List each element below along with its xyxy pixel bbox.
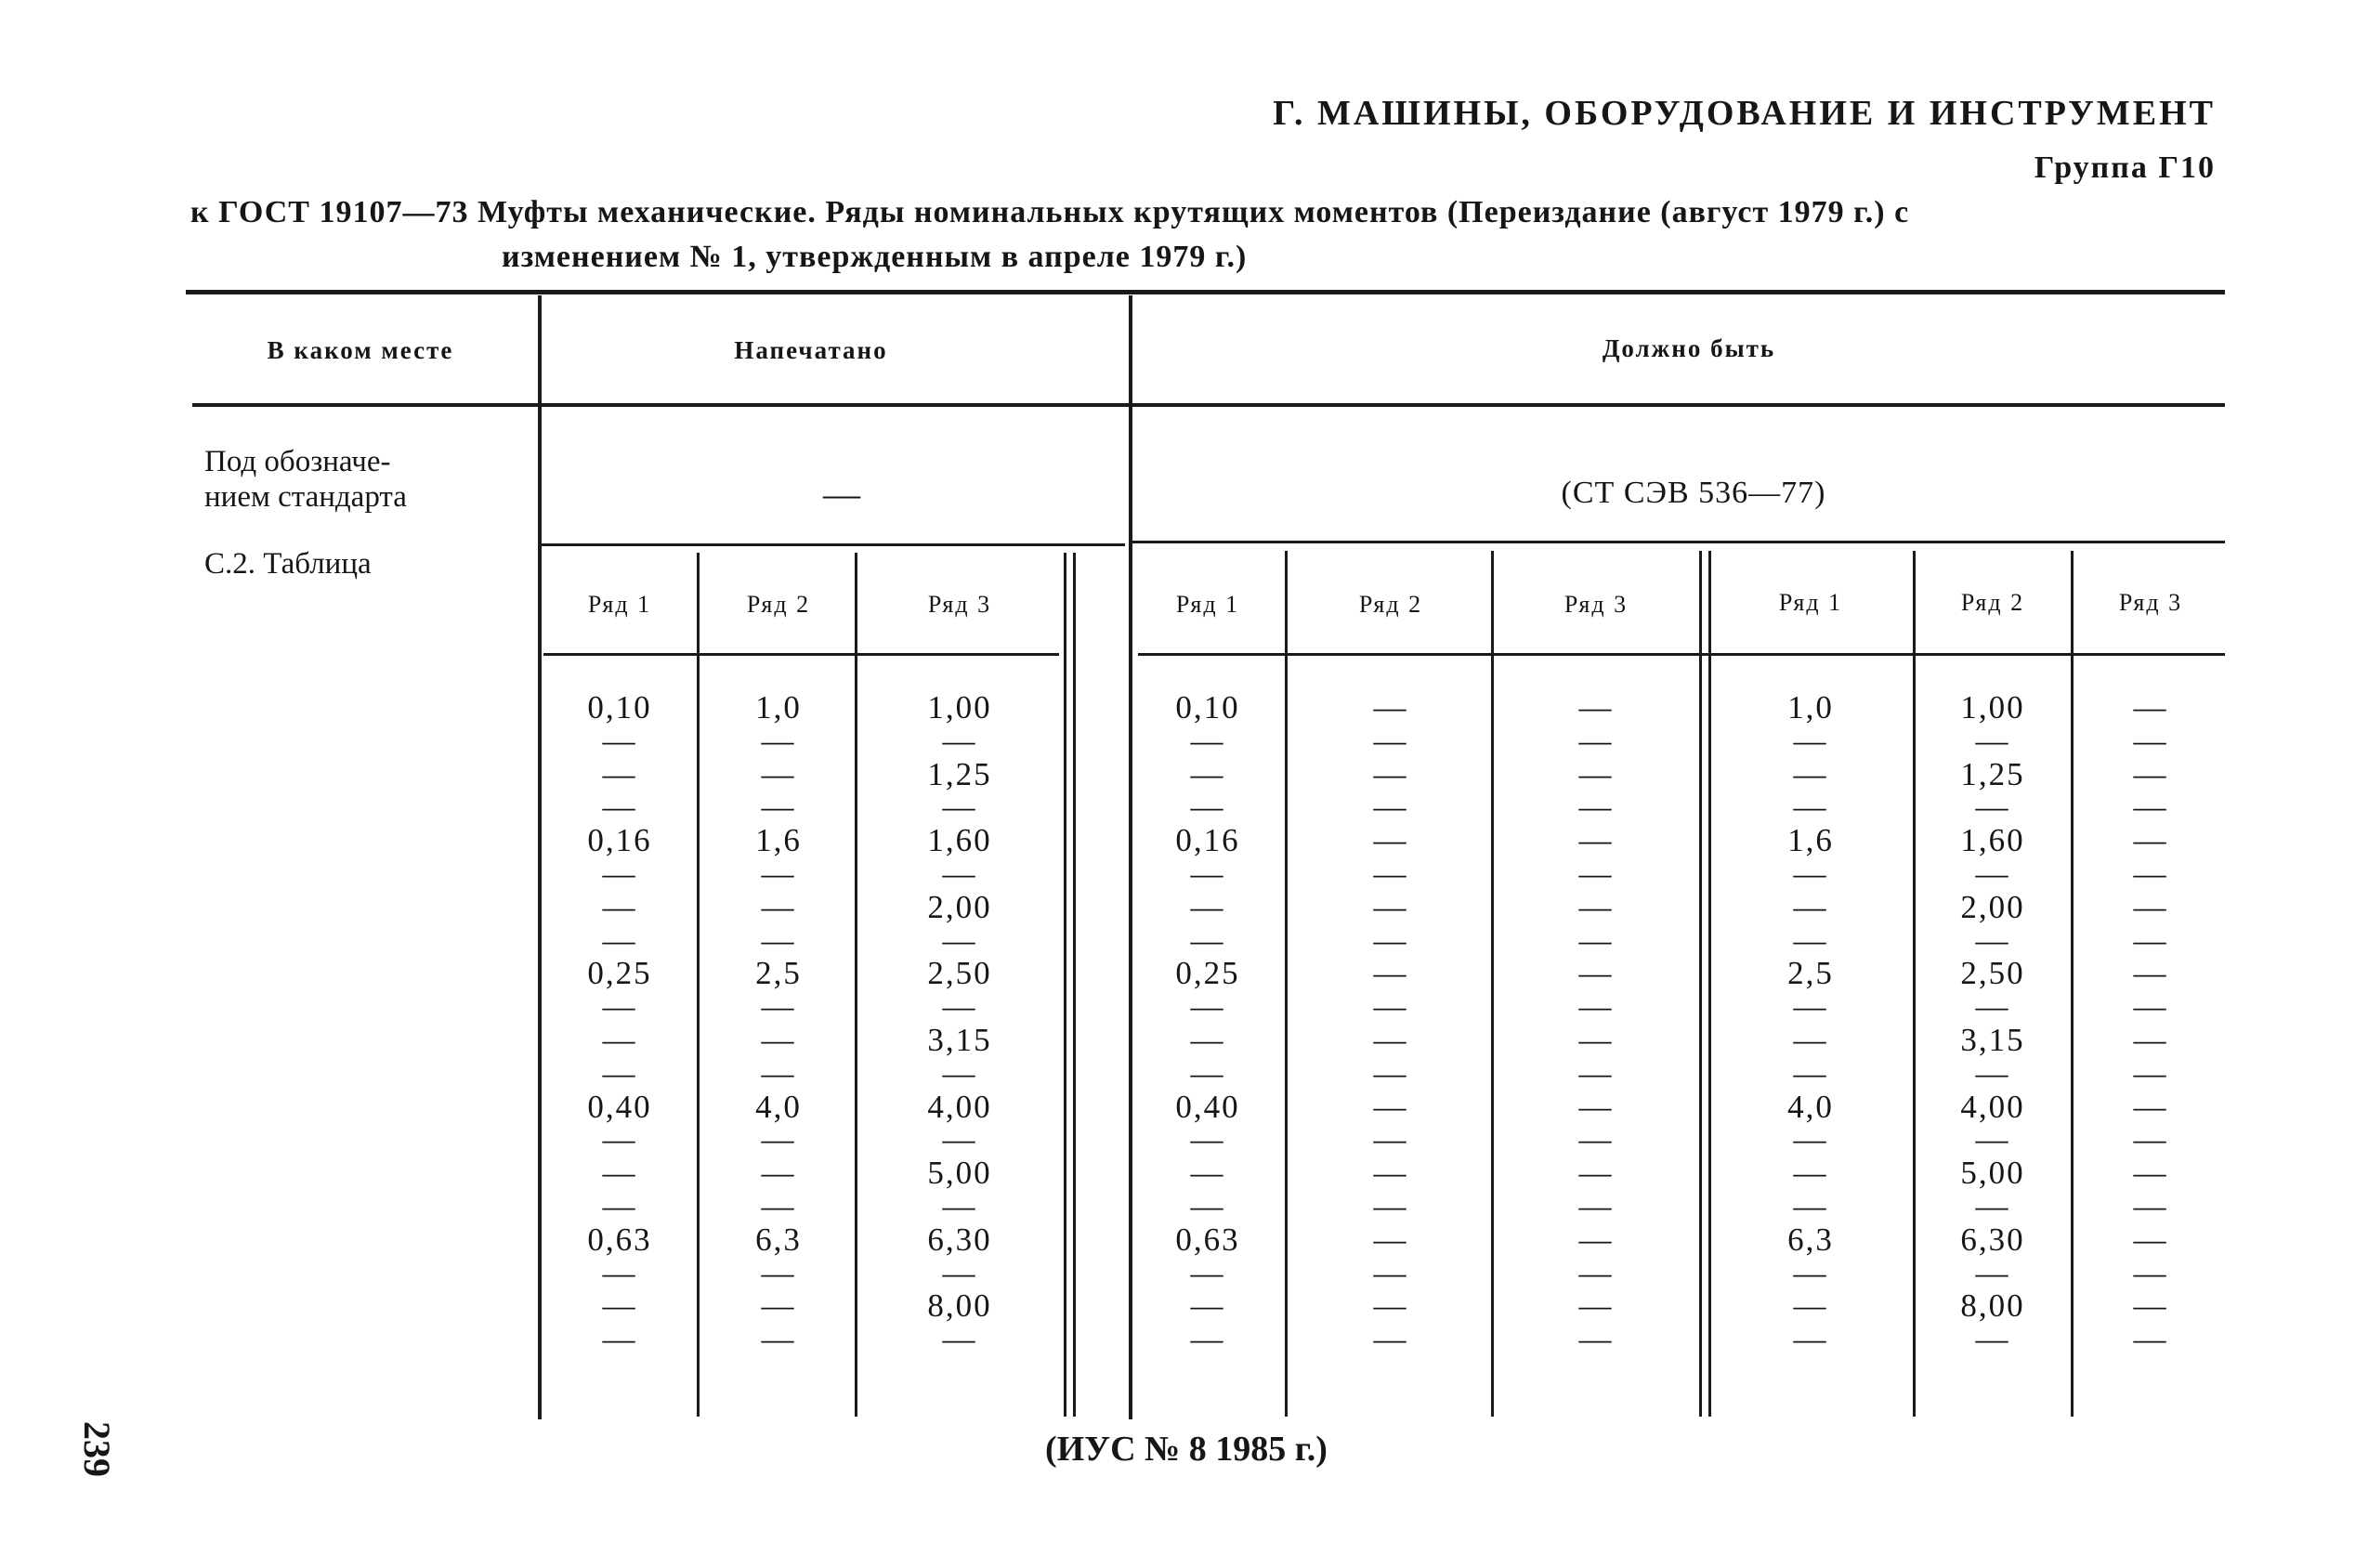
printed-r18-c3: — (942, 1255, 977, 1291)
correct-r6-c2: — (1373, 856, 1408, 892)
correct-r19-c5: 8,00 (1960, 1287, 2025, 1324)
printed-r19-c2: — (761, 1287, 796, 1324)
printed-r5-c1: 0,16 (587, 822, 652, 858)
printed-double-rule-a (1064, 553, 1066, 1417)
correct-r20-c6: — (2133, 1321, 2168, 1357)
correct-r7-c6: — (2133, 889, 2168, 925)
printed-r9-c2: 2,5 (755, 955, 802, 991)
correct-r14-c5: — (1975, 1121, 2010, 1157)
correct-col-divider-5 (2071, 551, 2074, 1417)
correct-r4-c6: — (2133, 789, 2168, 825)
printed-r16-c2: — (761, 1188, 796, 1224)
printed-r7-c1: — (602, 889, 637, 925)
correct-r4-c5: — (1975, 789, 2010, 825)
header-printed: Напечатано (734, 336, 888, 364)
printed-r4-c2: — (761, 789, 796, 825)
correct-r10-c3: — (1578, 988, 1614, 1025)
printed-r2-c1: — (602, 723, 637, 759)
correct-r10-c5: — (1975, 988, 2010, 1025)
correct-r20-c3: — (1578, 1321, 1614, 1357)
correct-r11-c1: — (1190, 1022, 1225, 1058)
correct-r14-c2: — (1373, 1121, 1408, 1157)
correct-r6-c4: — (1793, 856, 1828, 892)
correct-r2-c5: — (1975, 723, 2010, 759)
correct-r6-c1: — (1190, 856, 1225, 892)
correct-r1-c2: — (1373, 689, 1408, 725)
printed-r12-c2: — (761, 1055, 796, 1091)
printed-r6-c3: — (942, 856, 977, 892)
printed-r4-c3: — (942, 789, 977, 825)
correct-r18-c1: — (1190, 1255, 1225, 1291)
printed-r10-c2: — (761, 988, 796, 1025)
correct-r2-c2: — (1373, 723, 1408, 759)
printed-r20-c2: — (761, 1321, 796, 1357)
correct-r19-c3: — (1578, 1287, 1614, 1324)
header-where: В каком месте (267, 336, 454, 364)
correct-r16-c6: — (2133, 1188, 2168, 1224)
correct-r19-c1: — (1190, 1287, 1225, 1324)
printed-r3-c2: — (761, 756, 796, 792)
correct-r13-c2: — (1373, 1089, 1408, 1125)
footer-source: (ИУС № 8 1985 г.) (1045, 1430, 1328, 1469)
section-title: Г. МАШИНЫ, ОБОРУДОВАНИЕ И ИНСТРУМЕНТ (1273, 94, 2216, 133)
correct-r11-c5: 3,15 (1960, 1022, 2025, 1058)
printed-r18-c1: — (602, 1255, 637, 1291)
printed-r2-c3: — (942, 723, 977, 759)
printed-r20-c1: — (602, 1321, 637, 1357)
printed-r1-c3: 1,00 (927, 689, 992, 725)
correct-r8-c3: — (1578, 922, 1614, 959)
printed-r7-c3: 2,00 (927, 889, 992, 925)
correct-r17-c1: 0,63 (1175, 1222, 1240, 1258)
correct-r18-c3: — (1578, 1255, 1614, 1291)
correct-r8-c5: — (1975, 922, 2010, 959)
correct-r3-c4: — (1793, 756, 1828, 792)
correct-r2-c4: — (1793, 723, 1828, 759)
correct-r6-c3: — (1578, 856, 1614, 892)
correct-r12-c1: — (1190, 1055, 1225, 1091)
correct-r17-c4: 6,3 (1787, 1222, 1834, 1258)
colheader-rule-printed (543, 653, 1059, 656)
correct-r7-c3: — (1578, 889, 1614, 925)
correct-r7-c2: — (1373, 889, 1408, 925)
header-bottom-rule (192, 403, 2225, 407)
correct-r18-c5: — (1975, 1255, 2010, 1291)
correct-r12-c3: — (1578, 1055, 1614, 1091)
correct-r17-c6: — (2133, 1222, 2168, 1258)
correct-r15-c4: — (1793, 1155, 1828, 1191)
standard-row-rule-correct (1132, 541, 2225, 543)
printed-r11-c3: 3,15 (927, 1022, 992, 1058)
correct-r8-c6: — (2133, 922, 2168, 959)
correct-r4-c3: — (1578, 789, 1614, 825)
correct-r9-c1: 0,25 (1175, 955, 1240, 991)
group-label: Группа Г10 (2034, 150, 2216, 185)
correct-r15-c1: — (1190, 1155, 1225, 1191)
correct-r20-c4: — (1793, 1321, 1828, 1357)
printed-col-divider-2 (855, 553, 857, 1417)
printed-r14-c2: — (761, 1121, 796, 1157)
page-number: 239 (76, 1421, 118, 1477)
correct-r2-c3: — (1578, 723, 1614, 759)
correct-r13-c6: — (2133, 1089, 2168, 1125)
correct-r16-c1: — (1190, 1188, 1225, 1224)
colheader-rule-correct (1138, 653, 2225, 656)
correct-r13-c5: 4,00 (1960, 1089, 2025, 1125)
correct-col-header-1: Ряд 1 (1175, 591, 1240, 618)
printed-r8-c2: — (761, 922, 796, 959)
correct-r3-c5: 1,25 (1960, 756, 2025, 792)
correct-r7-c5: 2,00 (1960, 889, 2025, 925)
correct-r9-c4: 2,5 (1787, 955, 1834, 991)
printed-r13-c3: 4,00 (927, 1089, 992, 1125)
correct-col-header-2: Ряд 2 (1358, 591, 1423, 618)
correct-r12-c2: — (1373, 1055, 1408, 1091)
correct-r20-c2: — (1373, 1321, 1408, 1357)
correct-r5-c6: — (2133, 822, 2168, 858)
correct-r12-c6: — (2133, 1055, 2168, 1091)
correct-r2-c6: — (2133, 723, 2168, 759)
printed-r3-c1: — (602, 756, 637, 792)
correct-r17-c3: — (1578, 1222, 1614, 1258)
printed-r11-c1: — (602, 1022, 637, 1058)
correct-r13-c1: 0,40 (1175, 1089, 1240, 1125)
divider-where-printed (538, 295, 542, 1419)
correct-r16-c3: — (1578, 1188, 1614, 1224)
correct-r19-c6: — (2133, 1287, 2168, 1324)
correct-r5-c5: 1,60 (1960, 822, 2025, 858)
correct-r14-c1: — (1190, 1121, 1225, 1157)
correct-r10-c6: — (2133, 988, 2168, 1025)
printed-r19-c1: — (602, 1287, 637, 1324)
correct-r4-c2: — (1373, 789, 1408, 825)
correct-r12-c4: — (1793, 1055, 1828, 1091)
printed-r17-c1: 0,63 (587, 1222, 652, 1258)
correct-r20-c1: — (1190, 1321, 1225, 1357)
correct-r8-c4: — (1793, 922, 1828, 959)
correct-r6-c5: — (1975, 856, 2010, 892)
correct-r5-c2: — (1373, 822, 1408, 858)
correct-r1-c5: 1,00 (1960, 689, 2025, 725)
printed-r5-c2: 1,6 (755, 822, 802, 858)
standard-printed: — (823, 473, 860, 515)
correct-r7-c4: — (1793, 889, 1828, 925)
correct-r9-c5: 2,50 (1960, 955, 2025, 991)
correct-r11-c4: — (1793, 1022, 1828, 1058)
printed-r13-c1: 0,40 (587, 1089, 652, 1125)
correct-r18-c4: — (1793, 1255, 1828, 1291)
correct-r4-c4: — (1793, 789, 1828, 825)
printed-r15-c3: 5,00 (927, 1155, 992, 1191)
printed-r1-c2: 1,0 (755, 689, 802, 725)
printed-r18-c2: — (761, 1255, 796, 1291)
correct-r14-c3: — (1578, 1121, 1614, 1157)
correct-r12-c5: — (1975, 1055, 2010, 1091)
printed-r6-c2: — (761, 856, 796, 892)
correct-r1-c1: 0,10 (1175, 689, 1240, 725)
correct-r3-c3: — (1578, 756, 1614, 792)
printed-r14-c3: — (942, 1121, 977, 1157)
place-table-ref: С.2. Таблица (204, 547, 372, 581)
correct-r16-c4: — (1793, 1188, 1828, 1224)
correct-r13-c4: 4,0 (1787, 1089, 1834, 1125)
printed-r17-c3: 6,30 (927, 1222, 992, 1258)
printed-r9-c1: 0,25 (587, 955, 652, 991)
printed-r11-c2: — (761, 1022, 796, 1058)
correct-r10-c4: — (1793, 988, 1828, 1025)
printed-r8-c3: — (942, 922, 977, 959)
correct-double-rule-b (1708, 551, 1711, 1417)
correct-r14-c6: — (2133, 1121, 2168, 1157)
printed-r1-c1: 0,10 (587, 689, 652, 725)
correct-r19-c4: — (1793, 1287, 1828, 1324)
correct-r7-c1: — (1190, 889, 1225, 925)
printed-r16-c3: — (942, 1188, 977, 1224)
printed-r13-c2: 4,0 (755, 1089, 802, 1125)
printed-r7-c2: — (761, 889, 796, 925)
correct-r10-c2: — (1373, 988, 1408, 1025)
correct-r9-c2: — (1373, 955, 1408, 991)
correct-r9-c3: — (1578, 955, 1614, 991)
correct-r6-c6: — (2133, 856, 2168, 892)
printed-r12-c3: — (942, 1055, 977, 1091)
correct-r1-c4: 1,0 (1787, 689, 1834, 725)
correct-col-divider-2 (1491, 551, 1494, 1417)
correct-r4-c1: — (1190, 789, 1225, 825)
correct-r8-c1: — (1190, 922, 1225, 959)
correct-r3-c6: — (2133, 756, 2168, 792)
standard-row-rule-printed (540, 543, 1125, 546)
correct-col-header-4: Ряд 1 (1778, 589, 1843, 616)
printed-r12-c1: — (602, 1055, 637, 1091)
header-should-be: Должно быть (1602, 334, 1776, 362)
correct-r8-c2: — (1373, 922, 1408, 959)
correct-r9-c6: — (2133, 955, 2168, 991)
correct-r1-c6: — (2133, 689, 2168, 725)
divider-printed-correct (1129, 295, 1132, 1419)
correct-r13-c3: — (1578, 1089, 1614, 1125)
correct-r5-c4: 1,6 (1787, 822, 1834, 858)
printed-r9-c3: 2,50 (927, 955, 992, 991)
printed-col-divider-1 (697, 553, 700, 1417)
printed-r19-c3: 8,00 (927, 1287, 992, 1324)
correct-r11-c6: — (2133, 1022, 2168, 1058)
correct-r14-c4: — (1793, 1121, 1828, 1157)
correct-r16-c5: — (1975, 1188, 2010, 1224)
correct-r11-c3: — (1578, 1022, 1614, 1058)
place-standard-designation: Под обозначе- нием стандарта (204, 445, 407, 514)
correct-col-divider-1 (1285, 551, 1288, 1417)
printed-r10-c3: — (942, 988, 977, 1025)
printed-col-header-1: Ряд 1 (587, 591, 652, 618)
printed-r15-c1: — (602, 1155, 637, 1191)
correct-r3-c2: — (1373, 756, 1408, 792)
correct-r18-c2: — (1373, 1255, 1408, 1291)
correct-double-rule-a (1699, 551, 1702, 1417)
printed-r17-c2: 6,3 (755, 1222, 802, 1258)
standard-correct: (СТ СЭВ 536—77) (1561, 476, 1826, 510)
correct-r5-c1: 0,16 (1175, 822, 1240, 858)
printed-col-header-2: Ряд 2 (746, 591, 811, 618)
amendment-title-line1: к ГОСТ 19107—73 Муфты механические. Ряды номинальных крутящих моментов (Переиздание (август 1979 г.) с (190, 195, 1910, 229)
printed-double-rule-b (1073, 553, 1076, 1417)
correct-col-header-5: Ряд 2 (1960, 589, 2025, 616)
correct-r11-c2: — (1373, 1022, 1408, 1058)
printed-r5-c3: 1,60 (927, 822, 992, 858)
correct-r2-c1: — (1190, 723, 1225, 759)
correct-r15-c2: — (1373, 1155, 1408, 1191)
correct-r5-c3: — (1578, 822, 1614, 858)
correct-r15-c3: — (1578, 1155, 1614, 1191)
printed-col-header-3: Ряд 3 (927, 591, 992, 618)
correct-r16-c2: — (1373, 1188, 1408, 1224)
printed-r2-c2: — (761, 723, 796, 759)
printed-r10-c1: — (602, 988, 637, 1025)
correct-r3-c1: — (1190, 756, 1225, 792)
printed-r6-c1: — (602, 856, 637, 892)
correct-col-header-3: Ряд 3 (1563, 591, 1629, 618)
correct-r15-c5: 5,00 (1960, 1155, 2025, 1191)
correct-r18-c6: — (2133, 1255, 2168, 1291)
correct-r17-c2: — (1373, 1222, 1408, 1258)
printed-r4-c1: — (602, 789, 637, 825)
correct-r20-c5: — (1975, 1321, 2010, 1357)
correct-col-divider-4 (1913, 551, 1916, 1417)
correct-col-header-6: Ряд 3 (2118, 589, 2183, 616)
printed-r3-c3: 1,25 (927, 756, 992, 792)
printed-r16-c1: — (602, 1188, 637, 1224)
table-top-rule (186, 290, 2225, 294)
correct-r1-c3: — (1578, 689, 1614, 725)
printed-r15-c2: — (761, 1155, 796, 1191)
printed-r14-c1: — (602, 1121, 637, 1157)
correct-r17-c5: 6,30 (1960, 1222, 2025, 1258)
correct-r10-c1: — (1190, 988, 1225, 1025)
amendment-title-line2: изменением № 1, утвержденным в апреле 1979 г.) (502, 240, 1248, 274)
printed-r8-c1: — (602, 922, 637, 959)
correct-r15-c6: — (2133, 1155, 2168, 1191)
printed-r20-c3: — (942, 1321, 977, 1357)
correct-r19-c2: — (1373, 1287, 1408, 1324)
